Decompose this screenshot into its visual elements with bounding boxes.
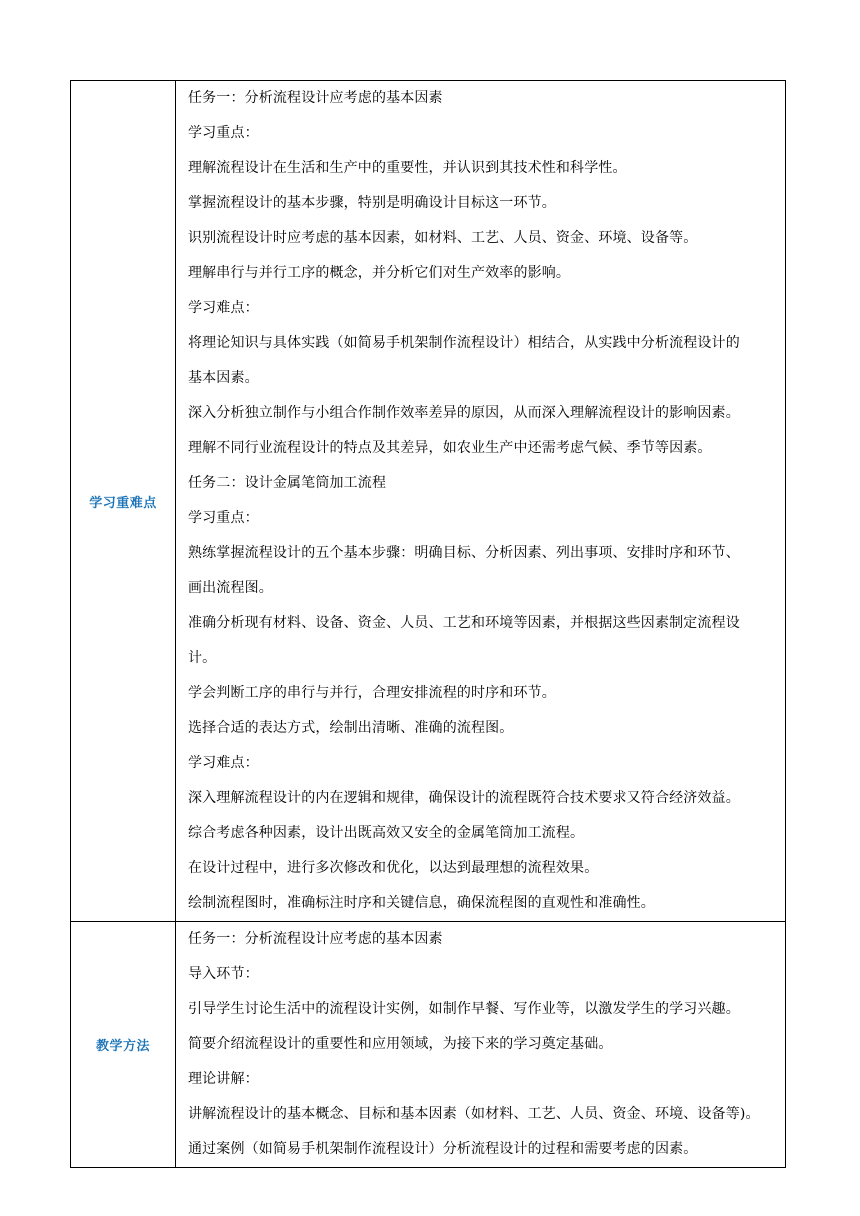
text-line: 准确分析现有材料、设备、资金、人员、工艺和环境等因素，并根据这些因素制定流程设 bbox=[188, 615, 740, 631]
text-line: 识别流程设计时应考虑的基本因素，如材料、工艺、人员、资金、环境、设备等。 bbox=[188, 230, 698, 246]
text-line: 任务二：设计金属笔筒加工流程 bbox=[188, 475, 387, 491]
text-line: 通过案例（如简易手机架制作流程设计）分析流程设计的过程和需要考虑的因素。 bbox=[188, 1141, 698, 1157]
text-line: 学习难点： bbox=[188, 300, 259, 316]
text-line: 引导学生讨论生活中的流程设计实例，如制作早餐、写作业等，以激发学生的学习兴趣。 bbox=[188, 1001, 740, 1017]
text-line: 将理论知识与具体实践（如简易手机架制作流程设计）相结合，从实践中分析流程设计的 bbox=[188, 335, 740, 351]
text-line: 理解串行与并行工序的概念，并分析它们对生产效率的影响。 bbox=[188, 265, 571, 281]
text-line: 讲解流程设计的基本概念、目标和基本因素（如材料、工艺、人员、资金、环境、设备等)。 bbox=[188, 1106, 760, 1122]
text-line: 理解流程设计在生活和生产中的重要性，并认识到其技术性和科学性。 bbox=[188, 160, 627, 176]
row-content-cell bbox=[176, 922, 786, 1168]
text-line: 学习重点： bbox=[188, 125, 259, 141]
row-label-teaching-methods: 教学方法 bbox=[95, 1039, 150, 1054]
text-line: 学习重点： bbox=[188, 510, 259, 526]
text-line: 理论讲解： bbox=[188, 1071, 259, 1087]
text-line: 画出流程图。 bbox=[188, 580, 273, 596]
row-label-cell bbox=[71, 81, 176, 922]
text-line: 熟练掌握流程设计的五个基本步骤：明确目标、分析因素、列出事项、安排时序和环节、 bbox=[188, 545, 740, 561]
text-line: 学习难点： bbox=[188, 755, 259, 771]
content-lines bbox=[188, 81, 785, 921]
text-line: 深入理解流程设计的内在逻辑和规律，确保设计的流程既符合技术要求又符合经济效益。 bbox=[188, 790, 740, 806]
row-label-cell bbox=[71, 922, 176, 1168]
row-content-cell bbox=[176, 81, 786, 922]
row-label-key-difficult-points: 学习重难点 bbox=[89, 495, 157, 511]
table-row bbox=[71, 81, 786, 922]
table-row bbox=[71, 922, 786, 1168]
text-line: 学会判断工序的串行与并行，合理安排流程的时序和环节。 bbox=[188, 685, 556, 701]
text-line: 在设计过程中，进行多次修改和优化，以达到最理想的流程效果。 bbox=[188, 860, 599, 876]
content-table bbox=[70, 80, 786, 1168]
text-line: 任务一：分析流程设计应考虑的基本因素 bbox=[188, 90, 443, 106]
text-line: 理解不同行业流程设计的特点及其差异，如农业生产中还需考虑气候、季节等因素。 bbox=[188, 440, 712, 456]
text-line: 简要介绍流程设计的重要性和应用领域，为接下来的学习奠定基础。 bbox=[188, 1036, 613, 1052]
text-line: 基本因素。 bbox=[188, 370, 259, 386]
text-line: 选择合适的表达方式，绘制出清晰、准确的流程图。 bbox=[188, 720, 514, 736]
text-line: 导入环节： bbox=[188, 966, 259, 982]
content-lines bbox=[188, 922, 785, 1167]
text-line: 计。 bbox=[188, 650, 217, 666]
text-line: 掌握流程设计的基本步骤，特别是明确设计目标这一环节。 bbox=[188, 195, 556, 211]
text-line: 绘制流程图时，准确标注时序和关键信息，确保流程图的直观性和准确性。 bbox=[188, 895, 655, 911]
text-line: 综合考虑各种因素，设计出既高效又安全的金属笔筒加工流程。 bbox=[188, 825, 585, 841]
text-line: 任务一：分析流程设计应考虑的基本因素 bbox=[188, 931, 443, 947]
text-line: 深入分析独立制作与小组合作制作效率差异的原因，从而深入理解流程设计的影响因素。 bbox=[188, 405, 740, 421]
